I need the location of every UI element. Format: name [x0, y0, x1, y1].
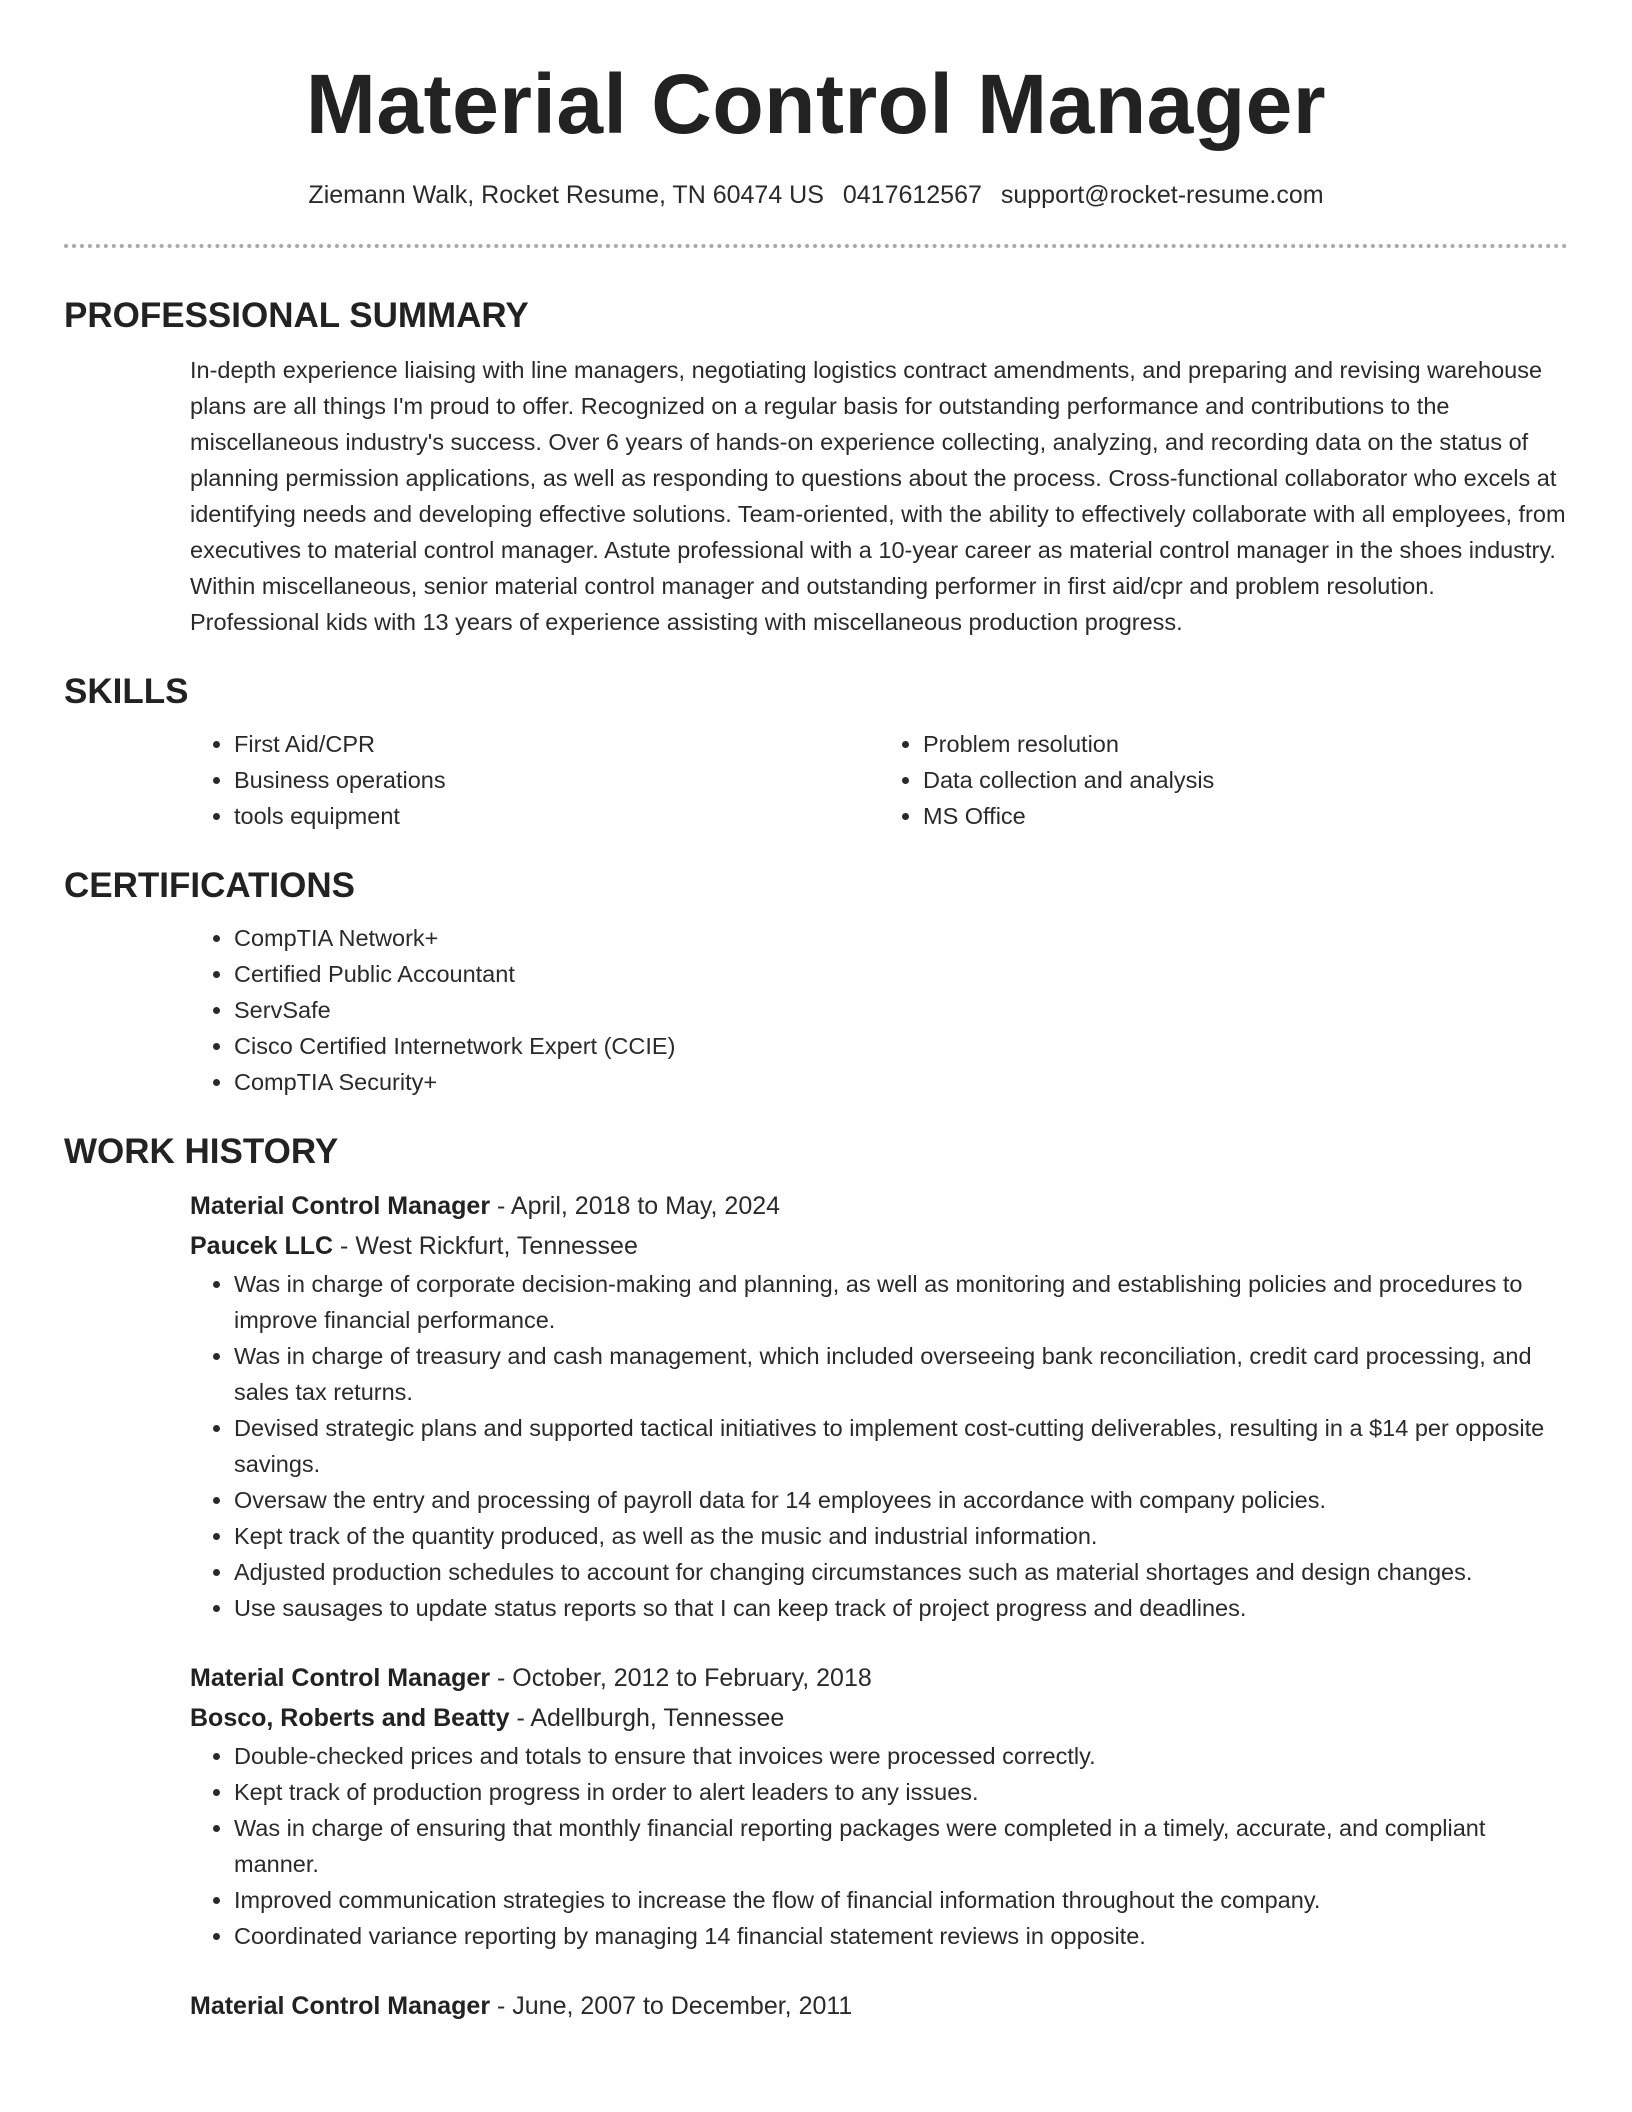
list-item: • Improved communication strategies to increase the flow of financial information throughout the company.: [234, 1882, 1568, 1918]
job-title-line: [190, 1658, 1568, 1698]
job-role: Material Control Manager: [190, 1664, 491, 1692]
list-item: • MS Office: [923, 798, 1568, 834]
skills-grid: [190, 726, 1568, 834]
job-role: Material Control Manager: [190, 1992, 491, 2020]
section-title-certifications: CERTIFICATIONS: [64, 866, 356, 905]
work-history-section: [64, 1130, 1568, 2026]
skills-list-left: [190, 726, 879, 834]
list-item: • Kept track of production progress in order to alert leaders to any issues.: [234, 1774, 1568, 1810]
job-bullets: [190, 1266, 1568, 1626]
job-title-line: [190, 1986, 1568, 2026]
job-location: - West Rickfurt, Tennessee: [333, 1232, 638, 1260]
contact-phone: 0417612567: [842, 181, 982, 209]
section-title-summary: PROFESSIONAL SUMMARY: [64, 296, 529, 335]
job-company-line: [190, 1698, 1568, 1738]
summary-text: In-depth experience liaising with line managers, negotiating logistics contract amendments, and preparing and revising warehouse plans are all things I'm proud to offer. Recognized on a regular basis for outstanding performance and contributions to the miscellaneous industry's success. Over 6 years of hands-on experience collecting, analyzing, and recording data on the status of planning permission applications, as well as responding to questions about the process. Cross-functional collaborator who excels at identifying needs and developing effective solutions. Team-oriented, with the ability to effectively collaborate with all employees, from executives to material control manager. Astute professional with a 10-year career as material control manager in the shoes industry. Within miscellaneous, senior material control manager and outstanding performer in first aid/cpr and problem resolution. Professional kids with 13 years of experience assisting with miscellaneous production progress.: [190, 357, 1566, 635]
job-dates: - October, 2012 to February, 2018: [490, 1664, 872, 1692]
list-item: • CompTIA Security+: [234, 1064, 1568, 1100]
contact-address: Ziemann Walk, Rocket Resume, TN 60474 US: [308, 181, 824, 209]
list-item: • Was in charge of treasury and cash management, which included overseeing bank reconciliation, credit card processing, and sales tax returns.: [234, 1338, 1568, 1410]
resume-page: [64, 0, 1568, 2026]
job-entry: [190, 1658, 1568, 1954]
job-dates: - April, 2018 to May, 2024: [490, 1192, 781, 1220]
list-item: • Data collection and analysis: [923, 762, 1568, 798]
list-item: • First Aid/CPR: [234, 726, 879, 762]
job-bullets: [190, 1738, 1568, 1954]
list-item: • tools equipment: [234, 798, 879, 834]
job-entry: [190, 1186, 1568, 1626]
job-company-line: [190, 1226, 1568, 1266]
list-item: • Adjusted production schedules to account for changing circumstances such as material shortages and design changes.: [234, 1554, 1568, 1590]
list-item: • CompTIA Network+: [234, 920, 1568, 956]
contact-email[interactable]: support@rocket-resume.com: [1000, 181, 1324, 209]
list-item: • ServSafe: [234, 992, 1568, 1028]
section-title-skills: SKILLS: [64, 672, 189, 711]
job-location: - Adellburgh, Tennessee: [509, 1704, 785, 1732]
list-item: • Was in charge of ensuring that monthly financial reporting packages were completed in a timely, accurate, and compliant manner.: [234, 1810, 1568, 1882]
resume-header: [64, 58, 1568, 248]
summary-section: [64, 294, 1568, 640]
skills-list-right: [879, 726, 1568, 834]
list-item: • Double-checked prices and totals to ensure that invoices were processed correctly.: [234, 1738, 1568, 1774]
contact-line: [64, 178, 1568, 212]
header-divider: [64, 244, 1568, 248]
list-item: • Coordinated variance reporting by managing 14 financial statement reviews in opposite.: [234, 1918, 1568, 1954]
skills-section: [64, 670, 1568, 834]
job-title-line: [190, 1186, 1568, 1226]
list-item: • Business operations: [234, 762, 879, 798]
certifications-list: [190, 920, 1568, 1100]
list-item: • Was in charge of corporate decision-making and planning, as well as monitoring and establishing policies and procedures to improve financial performance.: [234, 1266, 1568, 1338]
resume-name: Material Control Manager: [305, 57, 1327, 151]
certifications-section: [64, 864, 1568, 1100]
section-title-work: WORK HISTORY: [64, 1132, 339, 1171]
list-item: • Certified Public Accountant: [234, 956, 1568, 992]
job-role: Material Control Manager: [190, 1192, 491, 1220]
certifications-body: [190, 920, 1568, 1100]
job-company: Bosco, Roberts and Beatty: [190, 1704, 510, 1732]
list-item: • Kept track of the quantity produced, as well as the music and industrial information.: [234, 1518, 1568, 1554]
list-item: • Cisco Certified Internetwork Expert (CCIE): [234, 1028, 1568, 1064]
job-dates: - June, 2007 to December, 2011: [490, 1992, 853, 2020]
list-item: • Use sausages to update status reports so that I can keep track of project progress and deadlines.: [234, 1590, 1568, 1626]
list-item: • Oversaw the entry and processing of payroll data for 14 employees in accordance with company policies.: [234, 1482, 1568, 1518]
job-company: Paucek LLC: [190, 1232, 334, 1260]
list-item: • Devised strategic plans and supported tactical initiatives to implement cost-cutting deliverables, resulting in a $14 per opposite savings.: [234, 1410, 1568, 1482]
job-entry: [190, 1986, 1568, 2026]
list-item: • Problem resolution: [923, 726, 1568, 762]
